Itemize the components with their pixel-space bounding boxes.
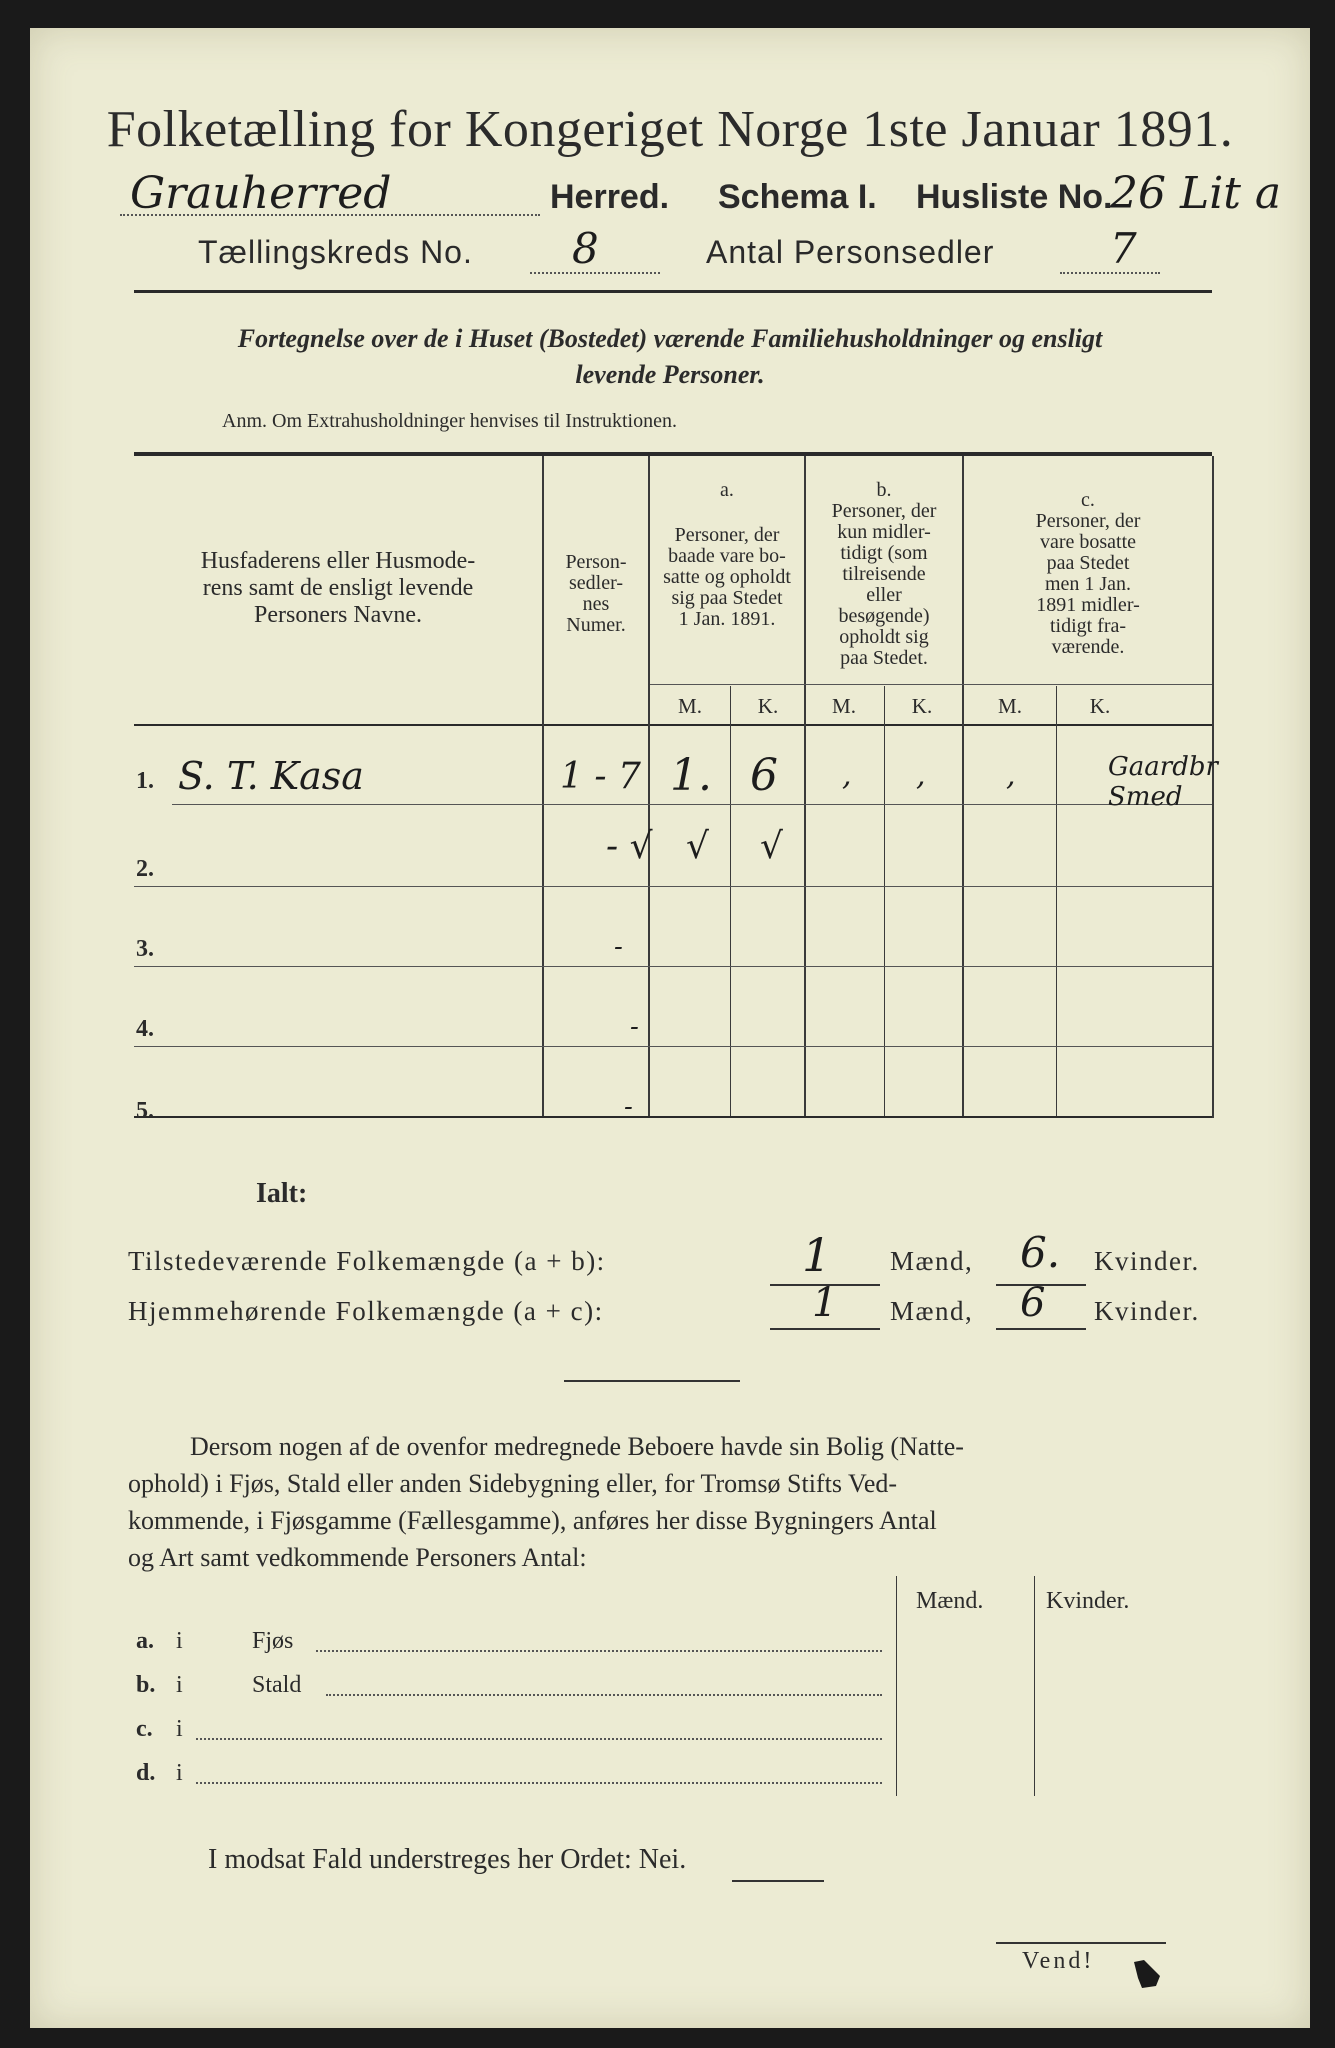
col-header-name: Husfaderens eller Husmode- rens samt de ensligt levende Personers Navne. (200, 548, 476, 628)
total-resident-maend: Mænd, (890, 1296, 974, 1326)
schema-label: Schema I. (718, 178, 877, 216)
a-k-label: K. (757, 694, 779, 718)
buildings-paragraph: Dersom nogen af de ovenfor medregnede Beboere havde sin Bolig (Natte- ophold) i Fjøs, Stald eller anden Sidebygning eller, for Tromsø Stifts Ved- kommende, i Fjøsgamme (Fællesgamme), anføres her disse Bygningers Antal og Art samt vedkommende Personers Antal: (128, 1432, 964, 1572)
item-b-label: Stald (252, 1672, 302, 1698)
row-1-number: 1. (136, 768, 154, 794)
row-1-occupation: Gaardbr Smed (1108, 752, 1218, 812)
kreds-underline (530, 272, 660, 274)
antal-underline (1060, 272, 1160, 274)
row-5-person-numbers: - (624, 1092, 633, 1122)
buildings-kvinder-header: Kvinder. (1046, 1588, 1130, 1614)
c-m-label: M. (998, 694, 1022, 718)
kreds-value: 8 (572, 224, 599, 273)
buildings-divider-right (1034, 1576, 1035, 1796)
antal-value: 7 (1110, 224, 1137, 273)
col-header-number: Person- sedler- nes Numer. (565, 551, 627, 636)
col-divider-c-mk (1056, 686, 1057, 1116)
row-1-b-m: , (842, 758, 852, 793)
kreds-label: Tællingskreds No. (198, 234, 473, 270)
row-4-number: 4. (136, 1016, 154, 1042)
row-1-b-k: , (916, 758, 926, 793)
modsat-line: I modsat Fald understreges her Ordet: Nei. (208, 1844, 687, 1875)
row-2-person-numbers: - √ (606, 826, 653, 867)
total-present-women: 6. (1020, 1228, 1061, 1277)
section-divider (564, 1380, 740, 1382)
anm-note: Anm. Om Extrahusholdninger henvises til Instruktionen. (222, 410, 677, 432)
row-2-a-k: √ (760, 826, 783, 867)
total-present-men: 1 (802, 1228, 832, 1282)
husliste-value: 26 Lit a (1110, 168, 1282, 219)
total-resident-women-line (996, 1328, 1086, 1330)
herred-underline (120, 214, 540, 216)
b-m-label: M. (832, 694, 856, 718)
a-m-label: M. (678, 694, 702, 718)
col-divider-a-mk (730, 686, 731, 1116)
col-header-c: c. Personer, der vare bosatte paa Stedet men 1 Jan. 1891 midler- tidigt fra- værende. (1035, 489, 1141, 658)
item-a-dots (316, 1650, 882, 1652)
total-resident-men-line (770, 1328, 880, 1330)
row-4-person-numbers: - (630, 1012, 639, 1042)
row-1-person-numbers: 1 - 7 (560, 756, 641, 797)
herred-value: Grauherred (130, 168, 392, 219)
col-header-a: a. Personer, der baade vare bo- satte og opholdt sig paa Stedet 1 Jan. 1891. (663, 479, 791, 630)
row-3-person-numbers: - (614, 932, 623, 962)
item-c-dots (196, 1738, 882, 1740)
total-present-label: Tilstedeværende Folkemængde (a + b): (128, 1246, 606, 1276)
col-divider-b-mk (884, 686, 885, 1116)
c-k-label: K. (1089, 694, 1111, 718)
row-1-a-k: 6 (750, 750, 778, 801)
row-3-number: 3. (136, 936, 154, 962)
intro-line-1: Fortegnelse over de i Huset (Bostedet) værende Familiehusholdninger og ensligt (237, 324, 1103, 353)
item-b-letter: b. (136, 1672, 156, 1698)
vend-rule (996, 1942, 1166, 1944)
item-b-dots (326, 1694, 882, 1696)
header-rule (134, 290, 1212, 293)
row-1-a-m: 1. (670, 750, 712, 801)
total-resident-men: 1 (812, 1280, 838, 1326)
row-2-number: 2. (136, 856, 154, 882)
total-present-maend: Mænd, (890, 1246, 974, 1276)
husliste-label: Husliste No. (916, 178, 1113, 216)
vend-label: Vend! (1022, 1948, 1095, 1974)
antal-label: Antal Personsedler (706, 234, 995, 270)
intro-line-2: levende Personer. (575, 360, 765, 389)
total-resident-women: 6 (1020, 1280, 1046, 1326)
buildings-divider-left (896, 1576, 897, 1796)
row-1-line (172, 804, 1212, 805)
item-a-letter: a. (136, 1628, 154, 1654)
row-2-a-m: √ (686, 826, 709, 867)
row-1-name: S. T. Kasa (178, 754, 364, 798)
item-a-i: i (176, 1628, 183, 1654)
census-form-page (30, 28, 1310, 2028)
mk-top-rule (650, 684, 1212, 685)
item-c-letter: c. (136, 1716, 153, 1742)
b-k-label: K. (911, 694, 933, 718)
table-top-rule (134, 452, 1212, 456)
item-c-i: i (176, 1716, 183, 1742)
item-b-i: i (176, 1672, 183, 1698)
row-3-line (134, 966, 1212, 967)
table-header-bottom (134, 724, 1212, 726)
pointing-hand-icon (1130, 1956, 1170, 1996)
row-5-number: 5. (136, 1098, 154, 1124)
row-4-line (134, 1046, 1212, 1047)
nei-underline (732, 1880, 824, 1882)
item-d-letter: d. (136, 1760, 156, 1786)
row-1-c-m: , (1006, 758, 1016, 793)
total-resident-kvinder: Kvinder. (1094, 1296, 1200, 1326)
total-present-kvinder: Kvinder. (1094, 1246, 1200, 1276)
col-header-b: b. Personer, der kun midler- tidigt (som tilreisende eller besøgende) opholdt sig paa Stedet. (831, 479, 937, 669)
item-d-dots (196, 1782, 882, 1784)
buildings-maend-header: Mænd. (916, 1588, 984, 1614)
item-a-label: Fjøs (252, 1628, 294, 1654)
table-bottom-rule (134, 1116, 1212, 1118)
total-resident-label: Hjemmehørende Folkemængde (a + c): (128, 1296, 604, 1326)
herred-label: Herred. (550, 178, 670, 216)
form-title: Folketælling for Kongeriget Norge 1ste Januar 1891. (106, 101, 1234, 158)
row-2-line (134, 886, 1212, 887)
ialt-label: Ialt: (256, 1178, 308, 1209)
item-d-i: i (176, 1760, 183, 1786)
